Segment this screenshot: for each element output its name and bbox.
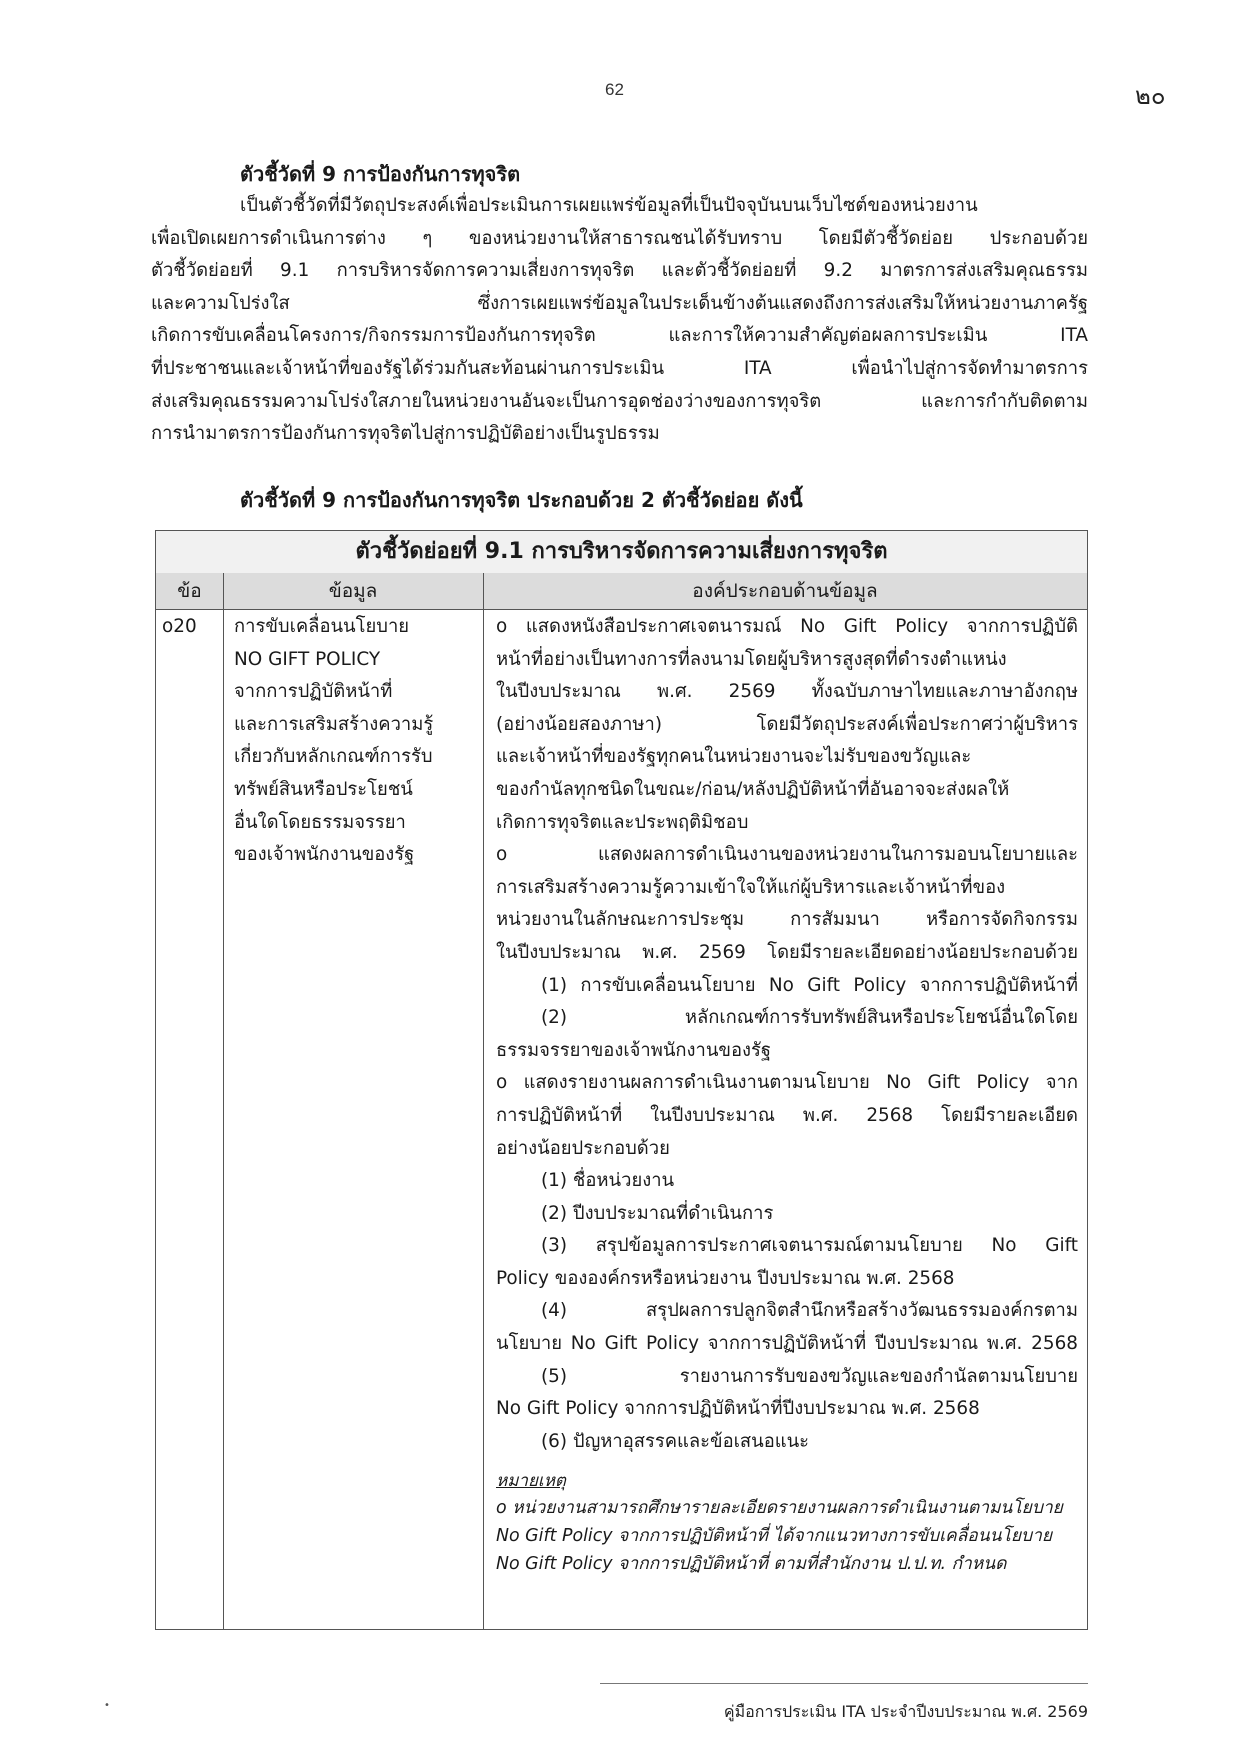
thai-page-number: ๒๐ xyxy=(1135,82,1166,110)
sub-heading: ตัวชี้วัดที่ 9 การป้องกันการทุจริต ประกอบด้วย 2 ตัวชี้วัดย่อย ดังนี้ xyxy=(240,488,803,512)
component-line: อย่างน้อยประกอบด้วย xyxy=(496,1137,670,1159)
component-line: o แสดงรายงานผลการดำเนินงานตามนโยบาย No Gift Policy จาก xyxy=(496,1072,1078,1094)
component-line: (อย่างน้อยสองภาษา) โดยมีวัตถุประสงค์เพื่อประกาศว่าผู้บริหาร xyxy=(496,713,1078,735)
intro-line: ตัวชี้วัดย่อยที่ 9.1 การบริหารจัดการความเสี่ยงการทุจริต และตัวชี้วัดย่อยที่ 9.2 มาตรการส่งเสริมคุณธรรม xyxy=(151,260,1088,282)
table-header-row xyxy=(156,573,1087,610)
component-line: o แสดงผลการดำเนินงานของหน่วยงานในการมอบนโยบายและ xyxy=(496,844,1078,866)
footer-divider xyxy=(600,1683,1088,1684)
info-line: จากการปฏิบัติหน้าที่ xyxy=(234,681,393,703)
table-title: ตัวชี้วัดย่อยที่ 9.1 การบริหารจัดการความเสี่ยงการทุจริต xyxy=(156,531,1087,574)
info-line: อื่นใดโดยธรรมจรรยา xyxy=(234,811,406,833)
note-line: No Gift Policy จากการปฏิบัติหน้าที่ ได้จากแนวทางการขับเคลื่อนนโยบาย xyxy=(496,1526,1053,1547)
component-line: (5) รายงานการรับของขวัญและของกำนัลตามนโยบาย xyxy=(541,1365,1078,1387)
component-lines xyxy=(496,611,1078,1458)
indicator-table xyxy=(155,530,1088,1630)
component-line: No Gift Policy จากการปฏิบัติหน้าที่ปีงบประมาณ พ.ศ. 2568 xyxy=(496,1398,980,1420)
component-line: (2) ปีงบประมาณที่ดำเนินการ xyxy=(541,1202,774,1224)
intro-line: และความโปร่งใส ซึ่งการเผยแพร่ข้อมูลในประเด็นข้างต้นแสดงถึงการส่งเสริมให้หน่วยงานภาครัฐ xyxy=(151,292,1088,314)
column-divider xyxy=(483,573,484,1629)
scan-artifact: • xyxy=(104,1700,110,1711)
component-line: (2) หลักเกณฑ์การรับทรัพย์สินหรือประโยชน์อื่นใดโดย xyxy=(541,1007,1078,1029)
component-line: (4) สรุปผลการปลูกจิตสำนึกหรือสร้างวัฒนธรรมองค์กรตาม xyxy=(541,1300,1078,1322)
component-line: การเสริมสร้างความรู้ความเข้าใจให้แก่ผู้บริหารและเจ้าหน้าที่ของ xyxy=(496,876,1006,898)
column-header-info: ข้อมูล xyxy=(328,580,378,602)
component-line: หน้าที่อย่างเป็นทางการที่ลงนามโดยผู้บริหารสูงสุดที่ดำรงตำแหน่ง xyxy=(496,648,1007,670)
component-line: ในปีงบประมาณ พ.ศ. 2569 ทั้งฉบับภาษาไทยและภาษาอังกฤษ xyxy=(496,681,1078,703)
info-line: ทรัพย์สินหรือประโยชน์ xyxy=(234,778,413,800)
info-line: NO GIFT POLICY xyxy=(234,648,381,670)
page-number: 62 xyxy=(605,80,624,99)
component-line: (6) ปัญหาอุสรรคและข้อเสนอแนะ xyxy=(541,1430,810,1452)
intro-line: เป็นตัวชี้วัดที่มีวัตถุประสงค์เพื่อประเมินการเผยแพร่ข้อมูลที่เป็นปัจจุบันบนเว็บไซต์ของหน่วยงาน xyxy=(240,195,978,216)
column-header-components: องค์ประกอบด้านข้อมูล xyxy=(692,580,878,602)
component-line: ในปีงบประมาณ พ.ศ. 2569 โดยมีรายละเอียดอย่างน้อยประกอบด้วย xyxy=(496,941,1078,963)
note-title: หมายเหตุ xyxy=(496,1471,566,1492)
component-line: o แสดงหนังสือประกาศเจตนารมณ์ No Gift Policy จากการปฏิบัติ xyxy=(496,616,1078,637)
component-line: นโยบาย No Gift Policy จากการปฏิบัติหน้าที่ ปีงบประมาณ พ.ศ. 2568 xyxy=(496,1333,1078,1355)
component-line: การปฏิบัติหน้าที่ ในปีงบประมาณ พ.ศ. 2568 โดยมีรายละเอียด xyxy=(496,1104,1078,1126)
column-header-no: ข้อ xyxy=(177,580,202,602)
item-code: o20 xyxy=(162,616,197,637)
intro-line: เกิดการขับเคลื่อนโครงการ/กิจกรรมการป้องกันการทุจริต และการให้ความสำคัญต่อผลการประเมิน ITA xyxy=(151,325,1088,347)
info-line: การขับเคลื่อนนโยบาย xyxy=(234,616,410,637)
item-info xyxy=(234,611,479,872)
info-line: ของเจ้าพนักงานของรัฐ xyxy=(234,844,415,866)
note-line: No Gift Policy จากการปฏิบัติหน้าที่ ตามที่สำนักงาน ป.ป.ท. กำหนด xyxy=(496,1554,1007,1575)
component-line: (1) การขับเคลื่อนนโยบาย No Gift Policy จากการปฏิบัติหน้าที่ xyxy=(541,974,1078,996)
component-line: ของกำนัลทุกชนิดในขณะ/ก่อน/หลังปฏิบัติหน้าที่อันอาจจะส่งผลให้ xyxy=(496,778,1010,800)
item-components xyxy=(496,611,1078,1578)
intro-line: ที่ประชาชนและเจ้าหน้าที่ของรัฐได้ร่วมกันสะท้อนผ่านการประเมิน ITA เพื่อนำไปสู่การจัดทำมาตรการ xyxy=(151,357,1088,379)
component-line: เกิดการทุจริตและประพฤติมิชอบ xyxy=(496,811,749,833)
intro-line: เพื่อเปิดเผยการดำเนินการต่าง ๆ ของหน่วยงานให้สาธารณชนได้รับทราบ โดยมีตัวชี้วัดย่อย ประกอบด้วย xyxy=(151,227,1088,249)
component-line: (1) ชื่อหน่วยงาน xyxy=(541,1170,675,1192)
intro-paragraph xyxy=(151,190,1088,451)
component-line: Policy ขององค์กรหรือหน่วยงาน ปีงบประมาณ พ.ศ. 2568 xyxy=(496,1267,955,1289)
component-line: และเจ้าหน้าที่ของรัฐทุกคนในหน่วยงานจะไม่รับของขวัญและ xyxy=(496,746,972,768)
component-line: ธรรมจรรยาของเจ้าพนักงานของรัฐ xyxy=(496,1039,772,1061)
note-line: o หน่วยงานสามารถศึกษารายละเอียดรายงานผลการดำเนินงานตามนโยบาย xyxy=(496,1498,1063,1519)
section-heading: ตัวชี้วัดที่ 9 การป้องกันการทุจริต xyxy=(240,162,521,186)
info-line: เกี่ยวกับหลักเกณฑ์การรับ xyxy=(234,746,433,768)
component-line: หน่วยงานในลักษณะการประชุม การสัมมนา หรือการจัดกิจกรรม xyxy=(496,909,1078,931)
column-divider xyxy=(223,573,224,1629)
intro-line: ส่งเสริมคุณธรรมความโปร่งใสภายในหน่วยงานอันจะเป็นการอุดช่องว่างของการทุจริต และการกำกับติดตาม xyxy=(151,390,1088,412)
component-line: (3) สรุปข้อมูลการประกาศเจตนารมณ์ตามนโยบาย No Gift xyxy=(541,1235,1078,1257)
footer-text: คู่มือการประเมิน ITA ประจำปีงบประมาณ พ.ศ. 2569 xyxy=(723,1702,1088,1721)
intro-line: การนำมาตรการป้องกันการทุจริตไปสู่การปฏิบัติอย่างเป็นรูปธรรม xyxy=(151,423,660,445)
info-line: และการเสริมสร้างความรู้ xyxy=(234,713,434,735)
